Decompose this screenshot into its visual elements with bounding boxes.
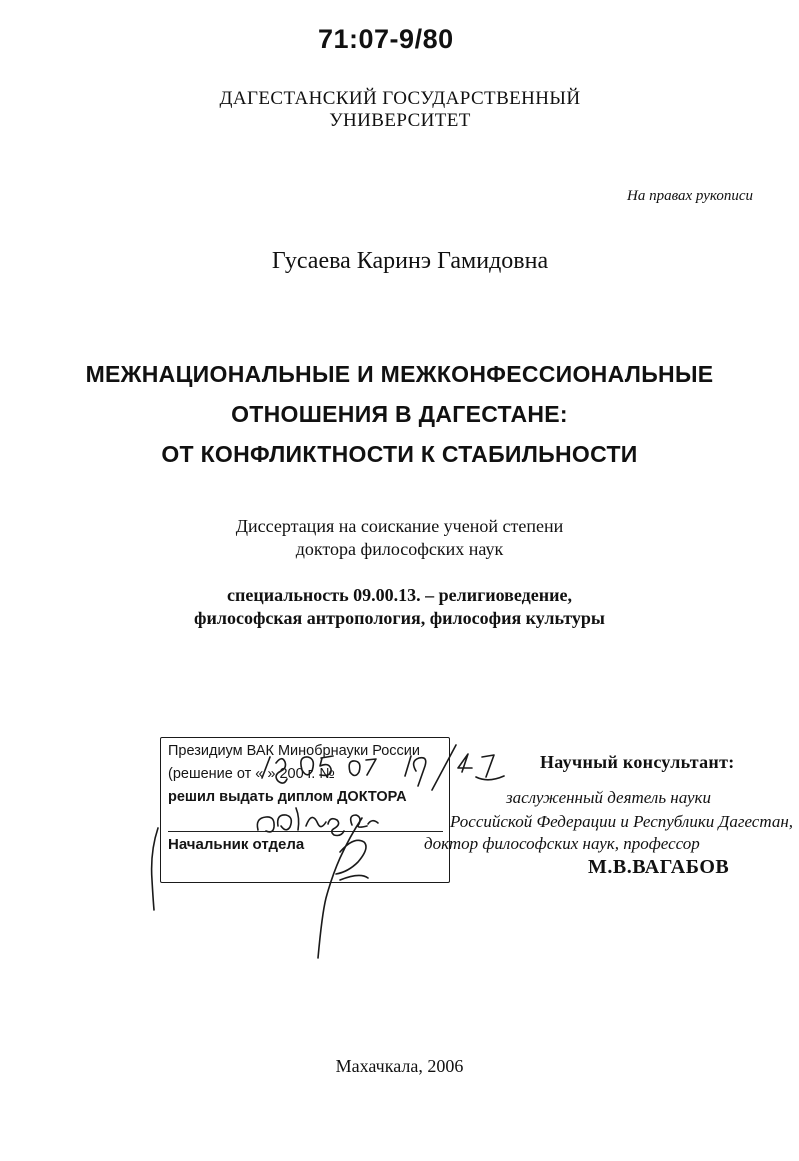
consultant-line-2: Российской Федерации и Республики Дагестан, [450,812,794,831]
manuscript-note: На правах рукописи [627,188,753,204]
stamp-line-2: (решение от « » 200 г. № [168,766,335,782]
stamp-underline [168,831,443,832]
margin-mark [152,828,158,910]
title-line-3: ОТ КОНФЛИКТНОСТИ К СТАБИЛЬНОСТИ [161,441,638,467]
author-name: Гусаева Каринэ Гамидовна [271,248,549,274]
specialty-line-1: специальность 09.00.13. – религиоведение, [227,585,572,605]
university-name: ДАГЕСТАНСКИЙ ГОСУДАРСТВЕННЫЙ УНИВЕРСИТЕТ [219,88,581,131]
stamp-line-4: Начальник отдела [168,836,305,853]
title-line-1: МЕЖНАЦИОНАЛЬНЫЕ И МЕЖКОНФЕССИОНАЛЬНЫЕ [85,361,714,387]
consultant-label: Научный консультант: [540,752,735,772]
city-year: Махачкала, 2006 [335,1056,464,1076]
stamp-line-3: решил выдать диплом ДОКТОРА [168,789,407,805]
catalog-code: 71:07-9/80 [318,24,454,54]
degree-line-1: Диссертация на соискание ученой степени [235,516,564,536]
consultant-line-1: заслуженный деятель науки [506,788,712,807]
title-line-2: ОТНОШЕНИЯ В ДАГЕСТАНЕ: [231,401,568,427]
stamp-line-1: Президиум ВАК Минобрнауки России [168,743,421,759]
vak-stamp [160,737,450,883]
consultant-line-3: доктор философских наук, профессор [424,834,700,853]
degree-line-2: доктора философских наук [295,539,504,559]
consultant-name: М.В.ВАГАБОВ [588,856,730,878]
specialty-line-2: философская антропология, философия культуры [194,608,605,628]
